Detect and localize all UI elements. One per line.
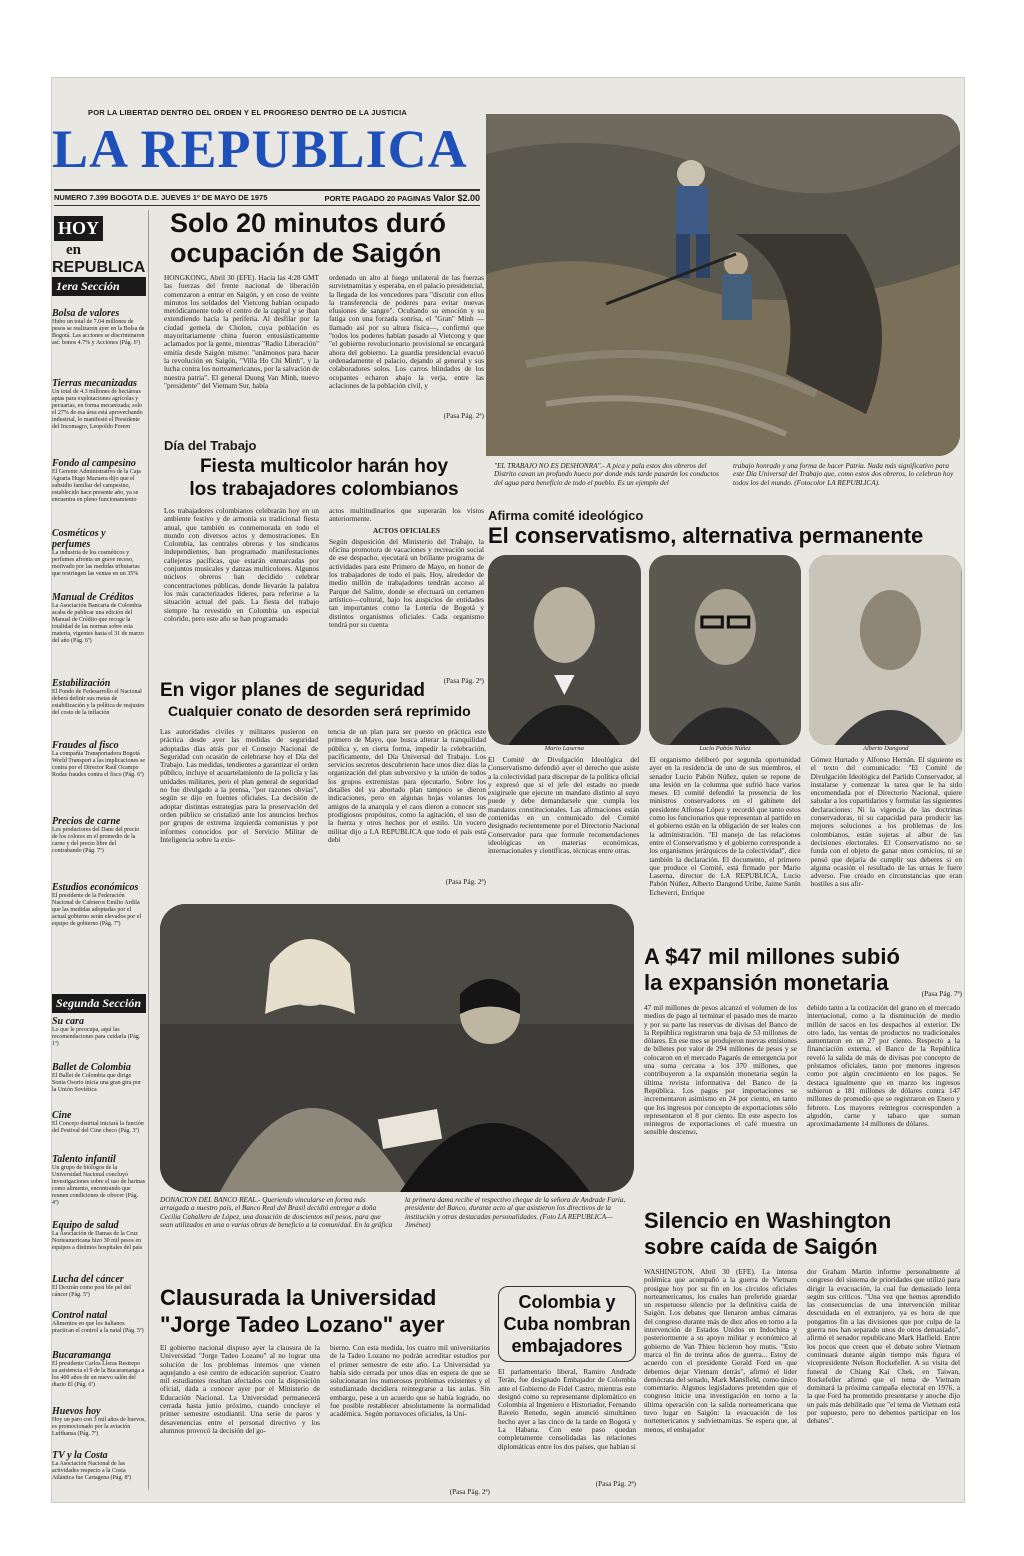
sidebar-item-title: Estabilización	[52, 678, 111, 689]
university-story	[160, 1284, 490, 1496]
sidebar-item-title: TV y la Costa	[52, 1450, 108, 1461]
sidebar-item	[52, 1450, 146, 1482]
first-section-label: 1era Sección	[52, 277, 146, 296]
sidebar-item	[52, 528, 146, 578]
sidebar-item-text: El presidente Carlos Lleras Restrepo su asistencia el 9 de la Bucaramanga a los 400 años de un nuevo salón del diario El (Pág. 6ª)	[52, 1361, 145, 1388]
sidebar-item	[52, 592, 146, 645]
portrait-photo	[488, 555, 641, 745]
sidebar-item-text: Hoy un paro con 3 mil años de huevos, es promocionado por la aviación Lufthansa (Pág. 7ª)	[52, 1417, 146, 1437]
sidebar-item-text: Los productores del Dane del precio de los colores en el promedio de la carne y del precio libre del contrabando (Pág. 7ª)	[52, 827, 140, 854]
body-column: HONGKONG, Abril 30 (EFE). Hacia las 4:28 GMT las fuerzas del frente nacional de liberación comenzaron a entrar en Saigón, y en coso de veinte minutos los soldados del Vietcong habían ocupado metódicamente todo el centro de la capital y se iban extendiendo hacia la periferia. Al desfilar por la ciudad gemela de Cholon, cuya población es mayoritariamente china fueron entusiásticamente aclamados por la gente, mientras "Radio Liberación" emitía desde Saigón mismo: "unámonos para hacer la revolución en Saigón, "Villa Ho Chi Minh", y la lucha contra los norteamericanos, por la salvación de nuestra patria". El general Duong Van Minh, nuevo "presidente" del Vietnam Sur, había	[164, 274, 319, 390]
sidebar-item-title: Estudios económicos	[52, 882, 139, 893]
republica-label: REPUBLICA	[52, 259, 146, 276]
headline-line: los trabajadores colombianos	[189, 479, 459, 500]
masthead-title: LA REPUBLICA	[52, 119, 468, 179]
sidebar-item	[52, 678, 146, 717]
body-paragraph: actos multitudinarios que superarán los vistos anteriormente.	[329, 507, 484, 524]
bank-donation-photo	[160, 904, 634, 1192]
body-column: El organismo deliberó por segunda oportunidad ayer en la residencia de uno de sus miembros, el senador Lucio Pabón Núñez, quien se repone de una lesión en la columna que sufrió hace varios meses. El comité defendió la presencia de los ministros conservadores en el gabinete del presidente Alfonso López y recordó que tanto estos como los funcionarios que representan al partido en el gobierno están en la obligación de ser leales con la administración. "El manejo de las relaciones entre el Conservatismo y el gobierno corresponde a los organismos jerárquicos de la colectividad", dice también la declaración. El documento, el primero que produce el Comité, está firmado por Mario Laserna, director de LA REPUBLICA, Lucio Pabón Núñez, Alberto Dangond Uribe, Jaime Sanín Echeverri, Enrique	[649, 756, 801, 897]
sidebar-item-title: Fraudes al fisco	[52, 740, 119, 751]
sidebar-item-title: Bolsa de valores	[52, 308, 120, 319]
body-column	[329, 507, 484, 677]
sidebar-item	[52, 1154, 146, 1207]
monetary-headline	[644, 944, 960, 996]
newspaper-page	[52, 78, 964, 1502]
portrait-illustration	[809, 555, 962, 745]
headline-line: Colombia y	[518, 1292, 616, 1312]
saigon-body	[164, 274, 484, 412]
sidebar-item	[52, 308, 146, 347]
portrait-name: Lucio Pabón Núñez	[699, 745, 751, 752]
sidebar-item-text: Un grupo de biólogos de la Universidad Nacional concluyó investigaciones sobre el uso de harinas como alimento, encontrando que reunen condiciones de ofrecer (Pág. 4ª)	[52, 1165, 146, 1206]
bank-donation-caption	[160, 1196, 638, 1286]
saigon-headline	[170, 208, 484, 268]
sidebar-item-title: Cosméticos y perfumes	[52, 528, 106, 550]
bank-donation-illustration	[160, 904, 634, 1192]
portrait-row	[488, 555, 962, 752]
portrait-card	[488, 555, 641, 752]
body-column: dor Graham Martin informe personalmente al congreso del sistema de prioridades que utilizó para dirigir la evacuación, la cual fue demasiado lenta según sus críticos. "Una vez que hemos aprendido las consecuencias de una intervención militar descuidada en el extranjero, ya es hora de que pongamos fin a las divisiones que por culpa de la guerra nos han separado unos de otros demasiado", afirmó el senador republicano Mark Hatfield. Entre los pocos que creen que el debate sobre Vietnam continuará durante algún tiempo más figura el vicepresidente Nelson Rockefeller. A su visita del funeral de Chiang Kai Chek, en Taiwan, Rockefeller afirmó que el tema de Vietnam dominará la próxima campaña electoral en 1976, a la que Ford ha prometido presentarse y anoche dijo un país más debilitado que "el tema de Vietnam está por supuesto, pero no debemos participar en los debates".	[807, 1268, 960, 1426]
portrait-name: Alberto Dangond	[863, 745, 909, 752]
headline-line: Solo 20 minutos duró	[170, 208, 447, 238]
issue-price: Valor $2.00	[432, 193, 480, 203]
headline-line: sobre caída de Saigón	[644, 1234, 878, 1259]
portrait-card	[649, 555, 802, 752]
issue-dateline	[54, 189, 480, 206]
workers-photo	[486, 114, 960, 456]
security-subheadline: Cualquier conato de desorden será reprimido	[168, 703, 471, 719]
body-column: El gobierno nacional dispuso ayer la clausura de la Universidad "Jorge Tadeo Lozano" al no lograr una solución de los problemas internos que vienen aquejando a ese centro de educación superior. Cuatro mil estudiantes resultan afectados con la disposición oficial, dada a conocer ayer por el Ministerio de Educación Nacional. La Universidad permanecerá cerrada hasta junio próximo, cuando concluye el primer semestre estudiantil. Una serie de paros y desavenencias entre el personal directivo y los alumnos provocó la decisión del go-	[160, 1344, 320, 1435]
body-column: bierno. Con esta medida, los cuatro mil universitarios de la Tadeo Lozano no podrán acreditar estudios por el primer semestre de este año. La Universidad ya había sido cerrada por unos días en espera de que se solucionaran los numerosos problemas existentes y el estudiantado decidiera reintegrarse a las aulas. Sin embargo, pese a un acuerdo que se había logrado, no fue posible restablecer absolutamente la normalidad académica. Según portavoces oficiales, la Uni-	[330, 1344, 490, 1419]
caption-text: trabajo honrado y una forma de hacer Patria. Nada más significativo para este Día Universal del Trabajo que, como estos dos obreros, lo celebran hoy todos los del mundo. (Fotocolor LA REPUBLICA).	[733, 462, 954, 487]
jump-line: (Pasa Pág. 2ª)	[443, 676, 484, 685]
workers-illustration	[486, 114, 960, 456]
body-column: Los trabajadores colombianos celebrarán hoy en un ambiente festivo y de armonía su tradicional fiesta anual, que también es conmemorada en todo el mundo con diversos actos y demostraciones. En Colombia, las centrales obreras y los sindicatos independientes, han programado manifestaciones callejeras pacíficas, que estarán enmarcadas por conjuntos musicales y danzas multicolores. Algunos núcleos obreros han decidido celebrar concentraciones públicas, donde llevarán la palabra los más caracterizados líderes, para referirse a la situación actual del país. La fiesta del trabajo siempre ha revestido en Colombia un especial colorido, pero este año se han programado	[164, 507, 319, 623]
sidebar-item-text: La Asociación Nacional de las actividades respecto a la Costa Atlántica fue Cartagena (Pág. 8ª)	[52, 1461, 132, 1481]
sidebar-item-title: Ballet de Colombia	[52, 1062, 131, 1073]
sidebar-item	[52, 1406, 146, 1438]
sidebar-item-title: Su cara	[52, 1016, 84, 1027]
headline-line: Fiesta multicolor harán hoy	[199, 456, 449, 477]
cuba-body: El parlamentario liberal, Ramiro Andrade Terán, fue designado Embajador de Colombia ante el Gobierno de Fidel Castro, mientras este designó como su representante diplomático en Colombia al Ingeniero e Historiador, Fernando Ravelo Renedo, según anunció simultáneo hecho ayer a las cinco de la tarde en Bogotá y La Habana. Con este paso quedan completamente consolidadas las relaciones diplomáticas entre los dos países, que habían si	[498, 1368, 636, 1451]
sidebar-item	[52, 882, 146, 928]
sidebar-item-text: El Gerente Administrativo de la Caja Agraria Hugo Mazuera dijo que el subsidio familiar del campesino, establecido hace presente año, ya se encuentra en pleno funcionamiento	[52, 469, 141, 503]
sidebar-item-title: Fondo al campesino	[52, 458, 136, 469]
sidebar-item	[52, 816, 146, 855]
sidebar-item-text: La compañía Transportadora Bogotá World Transport a las implicaciones se contra por el Director Raúl Ocampo Rodas fraudes contra el fisco (Pág. 6ª)	[52, 751, 146, 778]
workers-caption	[494, 462, 960, 487]
sidebar-item-title: Bucaramanga	[52, 1350, 111, 1361]
sidebar-item-title: Control natal	[52, 1310, 108, 1321]
portrait-illustration	[488, 555, 641, 745]
pages-label: PORTE PAGADO 20 PAGINAS	[324, 194, 431, 203]
washington-story	[644, 1208, 960, 1494]
sidebar-item-title: Manual de Créditos	[52, 592, 134, 603]
labor-day-story	[164, 438, 484, 685]
second-section-label: Segunda Sección	[52, 994, 146, 1013]
hoy-box	[52, 216, 146, 296]
jump-line: (Pasa Pág. 2ª)	[595, 1479, 636, 1488]
portrait-illustration	[649, 555, 802, 745]
sidebar-item-text: El Ballet de Colombia que dirige Sonia Osorio inicia una gran gira por la Unión Soviética	[52, 1073, 141, 1093]
sidebar-item	[52, 1062, 146, 1094]
body-column: tencia de un plan para ser puesto en práctica este primero de Mayo, que busca alterar la tranquilidad pública y, en cierta forma, impedir la celebración, pacíficamente, del Día Universal del Trabajo. Los servicios secretos descubrieron hace unos diez días la organización del plan subversivo y la unión de todos los grupos extremistas para ejecutarlo. Sobre los detalles del ya abortado plan tampoco se dieron indicaciones, pero en algunas hojas volantes los amigos de la anarquía y el caos dieron a conocer sus prodigiosos propósitos, como la agitación, el uso de la fuerza y otros hechos por el estilo. Un vocero militar dijo a LA REPUBLICA que todo el país está debi	[328, 728, 486, 844]
headline-line: "Jorge Tadeo Lozano" ayer	[160, 1312, 445, 1337]
sidebar-item	[52, 1310, 146, 1335]
caption-text: DONACION DEL BANCO REAL.- Queriendo vincularse en forma más arraigada a nuestro país, el Banco Real del Brasil decidió entregar a doña Cecilia Caballero de López, una donación de doscientos mil pesos, para que sean utilizados en una o varias obras de beneficio a la comunidad. En la gráfica la primera dama recibe el respectivo cheque de la señora de Andrade Faria, presidente del Banco, durante acto al que asistieron los directivos de la institución y otras destacadas personalidades. (Foto LA REPUBLICA—Jiménez)	[160, 1196, 626, 1230]
headline-line: Clausurada la Universidad	[160, 1285, 437, 1310]
sidebar-item-title: Talento infantil	[52, 1154, 116, 1165]
sidebar-item	[52, 1110, 146, 1135]
saigon-story	[164, 208, 484, 420]
jump-line: (Pasa Pág. 7ª)	[921, 989, 962, 998]
portrait-name: Mario Laserna	[544, 745, 584, 752]
sidebar-item-title: Huevos hoy	[52, 1406, 101, 1417]
body-column: Gómez Hurtado y Alfonso Hernán. El siguiente es el texto del comunicado: "El Comité de Divulgación Ideológica del Partido Conservador, al instalarse y comenzar la tarea que le ha sido encomendada por el Directorio Nacional, quiere saludar a los copartidarios y formular las siguientes declaraciones: Ni la vigencia de las doctrinas conservadoras, ni su capacidad para producir las mejores soluciones a los problemas de los colombianos, están sujetas al albur de las decisiones electorales. El Conservatismo no se funda con el objeto de ganar unos comicios, ni se pensó que dejaría de cumplir sus deberes si en alguna ocasión el resultado de las urnas le fuere adverso. Fue creado en circunstancias que eran hostiles a sus afir-	[810, 756, 962, 889]
en-label: en	[66, 242, 81, 258]
body-column: ordenado un alto al fuego unilateral de las fuerzas survietnamitas y esperaba, en el palacio presidencial, la llegada de los vencedores para "discutir con ellos la transferencia de poderes para evitar nuevas efusiones de sangre". Ocultando su emoción y su fatiga con una forzada sonrisa, el "Gran" Minh —llamado así por su altura física—, confirmó que "todos los poderes habían pasado al Vietcong y que "el gobierno revolucionario provisional se encargará ahora del gobierno. La guardia presidencial evacuó ordenadamente el palacio, dejando al general y sus colaboradores solos. Los carros blindados de los ocupantes echaron abajo la verja, entre las aclaciones de la población civil, y	[329, 274, 484, 390]
sidebar-item-text: El Dextrán como posi ble pel del cáncer (Pág. 5ª)	[52, 1285, 131, 1298]
hoy-label: HOY	[54, 216, 103, 241]
issue-number: NUMERO 7.399 BOGOTA D.E. JUEVES 1º DE MAYO DE 1975	[54, 193, 268, 202]
cuba-headline-box	[498, 1286, 636, 1362]
washington-headline	[644, 1208, 960, 1260]
sidebar-item-title: Tierras mecanizadas	[52, 378, 137, 389]
headline-line: Cuba nombran	[503, 1314, 631, 1334]
sidebar-index	[52, 210, 149, 1490]
headline-line: ocupación de Saigón	[170, 238, 442, 268]
washington-body	[644, 1268, 960, 1494]
headline-line: A $47 mil millones subió	[644, 944, 900, 969]
masthead-motto: POR LA LIBERTAD DENTRO DEL ORDEN Y EL PROGRESO DENTRO DE LA JUSTICIA	[88, 108, 408, 117]
university-headline	[160, 1284, 490, 1338]
sidebar-item-text: La Asociación Bancaria de Colombia acaba de publicar una edición del Manual de Crédito que recoge la totalidad de las normas sobre esta materia, vigentes hasta el 31 de marzo del año (Pág. 6ª)	[52, 603, 144, 644]
sidebar-item-text: La industria de los cosméticos y perfumes afronta un grave receso, motivado por las medidas tributarias que restringen las ventas en un 35%	[52, 550, 140, 577]
headline-line: la expansión monetaria	[644, 970, 889, 995]
conservatism-headline: El conservatismo, alternativa permanente	[488, 523, 924, 548]
sidebar-item-title: Equipo de salud	[52, 1220, 119, 1231]
security-story	[160, 680, 486, 886]
cuba-story	[498, 1286, 636, 1488]
sidebar-item-text: Alimentos en que los italianos practican el control a la natal (Pág. 5ª)	[52, 1321, 144, 1334]
portrait-card	[809, 555, 962, 752]
security-headline: En vigor planes de seguridad	[160, 680, 426, 701]
body-column: 47 mil millones de pesos alcanzó el volumen de los medios de pago al terminar el pasado mes de marzo y por su parte las reservas de divisas del Banco de la República registraron una baja de 53 millones de dólares. En ese mes se produjeron nuevas emisiones de billetes por valor de 294 millones de pesos y se colocaron en el mercado Pagarés de emergencia por una suma cercana a los 370 millones, que contribuyeron a la expansión monetaria según la última revista informativa del Banco de la República. Los pagos por importaciones se incrementaron asimismo en 24 por ciento, en tanto que los ingresos por concepto de exportaciones sólo representaron el 8 por ciento. En este aspecto los reintegros de exportaciones el café muestra un sensible descenso,	[644, 1004, 797, 1137]
headline-line: Silencio en Washington	[644, 1208, 892, 1233]
story-kicker: Afirma comité ideológico	[488, 508, 644, 523]
university-body	[160, 1344, 490, 1488]
sidebar-item	[52, 1274, 146, 1299]
sidebar-item-text: El Concejo distrital iniciará la función del Festival del Cine checo (Pág. 3ª)	[52, 1121, 144, 1134]
jump-line: (Pasa Pág. 2ª)	[443, 411, 484, 420]
body-column: WASHINGTON, Abril 30 (EFE). La intensa polémica que acompañó a la guerra de Vietnam prosigue hoy por su fin en los círculos oficiales norteamericanos, los cuales han preferido guardar un respetuoso silencio por la definitiva caída de Saigón. Los debates que llenaron ambas cámaras del congreso durante más de diez años en torno a la intervención de Estados Unidos en Indochina y posteriormente a su apoyo militar y económico al gobierno de Van Thieu hicieron hoy mutis. "Esto marca el fin de treinta años de guerra... Estoy de acuerdo con el presidente Gerald Ford en que debemos dejar Vietnam detrás", afirmó el líder demócrata del senado, Mark Mansfield, como único comentario. Algunos legisladores pretenden que el congreso inicie una investigación en torno a la última operación con la salida norteamericana que tuvo lugar en Saigón: la evacuación de los nortemericanos y sudvietnamitas. Se espera que, al menos, el embajador	[644, 1268, 797, 1434]
monetary-story	[644, 944, 960, 1210]
sidebar-item-text: Un total de 4.3 millones de hectáreas aptas para explotaciones agrícolas y pecuarias, en forma mecanizada; solo el 27% de esa área está aprovechando industrial, lo manifestó el Presidente del Incomagro, Leopoldo Forero	[52, 389, 143, 430]
sidebar-item-title: Lucha del cáncer	[52, 1274, 124, 1285]
subhead: ACTOS OFICIALES	[373, 525, 440, 535]
sidebar-item	[52, 458, 146, 504]
sidebar-item-text: La Asociación de Damas de la Cruz Norteamericana hizo 30 mil pesos en equipos a distintos hospitales del país	[52, 1231, 143, 1251]
headline-line: embajadores	[511, 1336, 623, 1356]
jump-line: (Pasa Pág. 2ª)	[449, 1487, 490, 1496]
body-column: debido tanto a la cotización del grano en el mercado internacional, como a la disminución de medio millón de sacos en los despachos al exterior. De otro lado, las ventas de productos no tradicionales aumentaron en un 27 por ciento. Respecto a la financiación externa, el Banco de la República reveló la salida de más de divisas por concepto de préstamos oficiales, tanto por menores ingresos como por algún crecimiento en los pagos. Se destaca igualmente que en marzo los ingresos subieron a 181 millones de dólares contra 147 millones de promedio que se registraron en Enero y febrero. Los mayores reintegros corresponden a algodón, carne y tabaco que suman aproximadamente 14 millones de dólares.	[807, 1004, 960, 1129]
portrait-photo	[649, 555, 802, 745]
jump-line: (Pasa Pág. 2ª)	[445, 877, 486, 886]
caption-text: "EL TRABAJO NO ES DESHONRA".- A pica y pala estos dos obreros del Distrito cavan un profundo hueco por donde más tarde pasarán los conductos del agua para beneficio de todo el pueblo. Es un ejemplo del	[494, 462, 719, 487]
body-column: Las autoridades civiles y militares pusieron en práctica desde ayer las medidas de seguridad adoptadas días atrás por el Consejo Nacional de Seguridad con ocasión de celebrarse hoy el Día del Trabajo. Las medidas, tendientes a garantizar el orden público, incluye el acuartelamiento de la policía y las unidades militares, pero el plan general de seguridad no fue divulgado a la prensa, "por razones obvias", según se dijo en fuentes oficiales. La decisión de adoptar distintas estrategias para la preservación del orden público se cristalizó ante los anuncios hechos por grupos de extrema izquierda comunistas y por informes conocidos por el Servicio Militar de Inteligencia sobre la exis-	[160, 728, 318, 844]
sidebar-item-title: Cine	[52, 1110, 72, 1121]
sidebar-item	[52, 740, 146, 779]
sidebar-item-text: El presidente de la Federación Nacional de Cafeteros Emilio Ardila que las medidas adoptadas por el actual gobierno serán elevados por el equipo de gobierno (Pág. 7ª)	[52, 893, 142, 927]
sidebar-item	[52, 1220, 146, 1252]
sidebar-item-text: Lo que le preocupa, aquí las recomendaciones para cuidarla (Pág. 1ª)	[52, 1027, 141, 1047]
portrait-photo	[809, 555, 962, 745]
sidebar-item-text: El Fondo de Fedesarrollo el Nacional deberá definir sus metas de estabilización y la política de reajustes del costo de la inflación	[52, 689, 145, 716]
security-body	[160, 728, 486, 878]
story-kicker: Día del Trabajo	[164, 438, 257, 453]
sidebar-item	[52, 378, 146, 431]
sidebar-item-text: Hubo un total de 7.04 millones de pesos se realizaron ayer en la Bolsa de Bogotá. Las acciones se discriminaron así: bonos 4.7% y Acciones (Pág. 6ª)	[52, 319, 145, 346]
body-paragraph: Según disposición del Ministerio del Trabajo, la oficina promotora de vacaciones y recreación social de ese despacho, ejecutará un brillante programa de actividades para este Primero de Mayo, en honor de los trabajadores de todo el país. Hoy, alrededor de medio millón de trabajadores tendrán acceso al Parque del Salitre, donde se efectuará un certamen artístico—cultural, bajo los auspicios de entidades tan importantes como la Lotería de Bogotá y distintos organismos oficiales. Cada organismo tendrá por su cuenta	[329, 536, 484, 629]
sidebar-item	[52, 1016, 146, 1048]
sidebar-item	[52, 1350, 146, 1389]
labor-day-body	[164, 507, 484, 677]
sidebar-item-title: Precios de carne	[52, 816, 121, 827]
body-column: El Comité de Divulgación Ideológica del Conservatismo defendió ayer el derecho que asiste a la colectividad para discrepar de la política oficial y expresó que si el jefe del estado no puede exigirsele que ejecute un mandato distinto al suyo puede y debe demandarsele que cumpla los mandatos constitucionales. Las afirmaciones están contenidas en un comunicado del Comité designado recientemente por el Directorio Nacional Conservador para que formule recomendaciones ideológicas en materias económicas, internacionales y científicas, técnicas entre otras.	[488, 756, 640, 856]
monetary-body	[644, 1004, 960, 1210]
issue-pages	[324, 193, 480, 203]
labor-day-headline	[164, 455, 484, 501]
